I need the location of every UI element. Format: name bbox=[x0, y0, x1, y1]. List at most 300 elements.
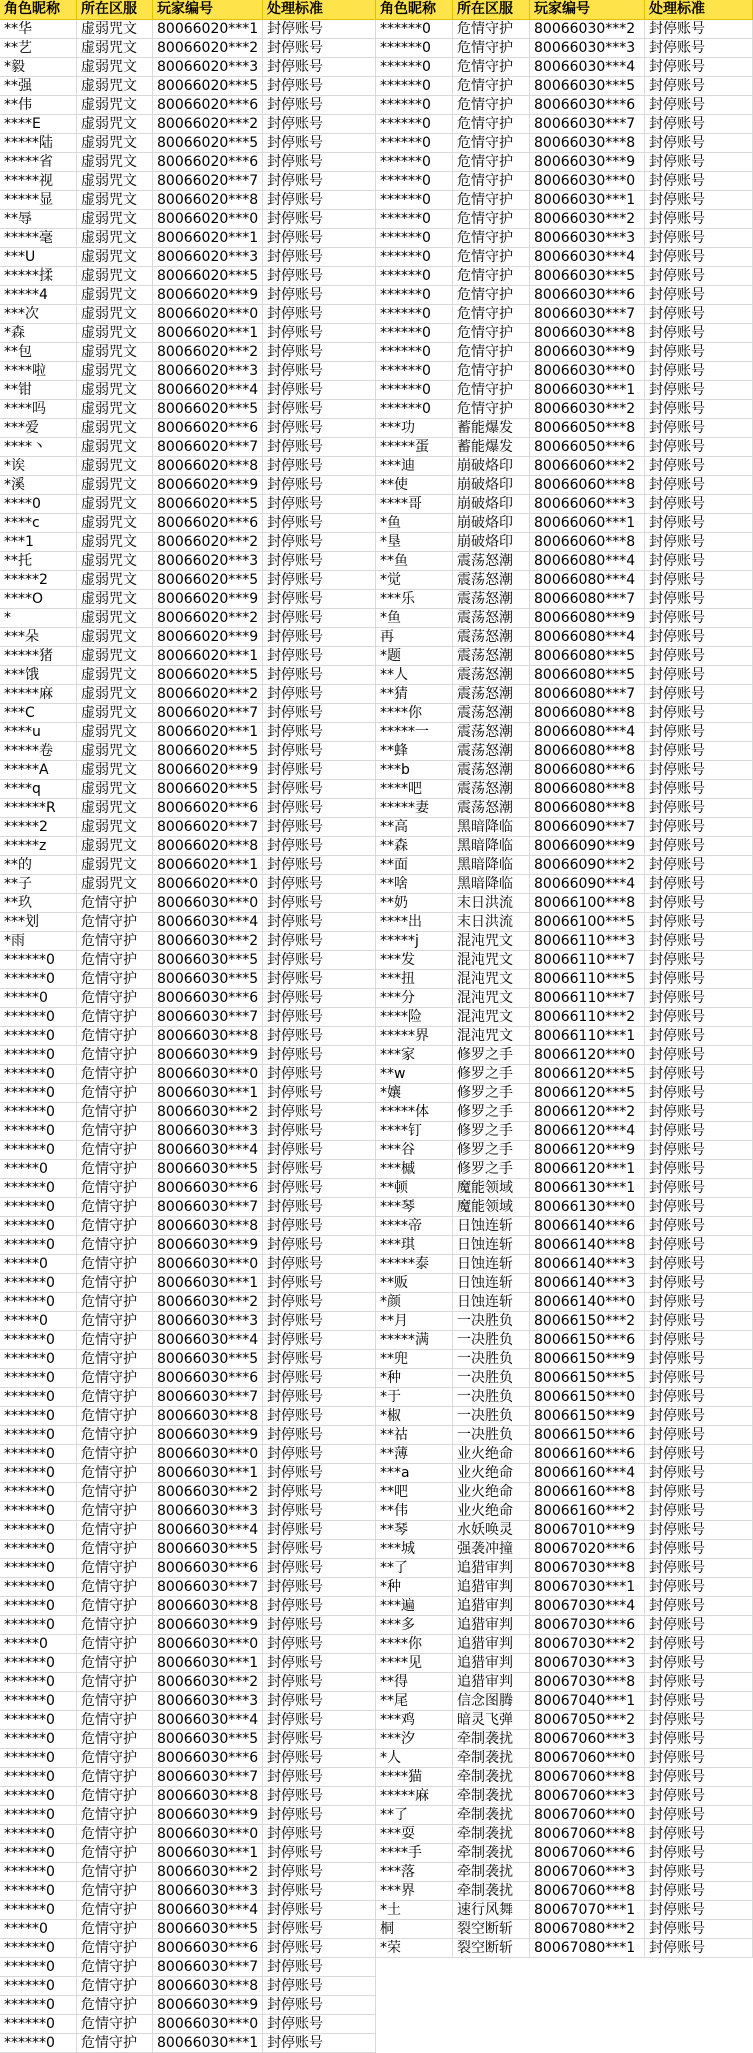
cell-handling: 封停账号 bbox=[263, 1863, 376, 1882]
cell-role-name: ***饿 bbox=[0, 666, 77, 685]
table-row bbox=[376, 609, 753, 628]
cell-handling: 封停账号 bbox=[645, 381, 753, 400]
cell-handling: 封停账号 bbox=[263, 1768, 376, 1787]
table-row bbox=[0, 343, 376, 362]
cell-handling: 封停账号 bbox=[263, 1426, 376, 1445]
table-row bbox=[0, 875, 376, 894]
cell-role-name: *****2 bbox=[0, 571, 77, 590]
cell-server: 危情守护 bbox=[77, 1825, 153, 1844]
cell-player-id: 80066030***9 bbox=[153, 1616, 263, 1635]
table-row bbox=[0, 476, 376, 495]
cell-server: 虚弱咒文 bbox=[77, 457, 153, 476]
cell-handling: 封停账号 bbox=[645, 1882, 753, 1901]
cell-role-name: *****蛋 bbox=[376, 438, 453, 457]
cell-player-id: 80066030***6 bbox=[530, 96, 645, 115]
cell-role-name: **包 bbox=[0, 343, 77, 362]
cell-role-name: ******0 bbox=[0, 1768, 77, 1787]
cell-role-name: *****揉 bbox=[0, 267, 77, 286]
cell-handling: 封停账号 bbox=[645, 1749, 753, 1768]
table-row bbox=[0, 1274, 376, 1293]
table-row bbox=[0, 362, 376, 381]
table-row bbox=[0, 419, 376, 438]
cell-player-id: 80066030***5 bbox=[153, 970, 263, 989]
cell-player-id: 80066020***1 bbox=[153, 20, 263, 39]
cell-role-name: *****A bbox=[0, 761, 77, 780]
cell-server: 虚弱咒文 bbox=[77, 115, 153, 134]
cell-handling: 封停账号 bbox=[645, 1084, 753, 1103]
cell-role-name: ******0 bbox=[0, 1426, 77, 1445]
table-row bbox=[376, 1274, 753, 1293]
cell-player-id: 80066150***5 bbox=[530, 1369, 645, 1388]
cell-server: 危情守护 bbox=[77, 1578, 153, 1597]
cell-role-name: *****j bbox=[376, 932, 453, 951]
cell-player-id: 80066030***1 bbox=[153, 1274, 263, 1293]
cell-player-id: 80067030***4 bbox=[530, 1597, 645, 1616]
cell-handling: 封停账号 bbox=[263, 1692, 376, 1711]
table-row bbox=[376, 1312, 753, 1331]
cell-handling: 封停账号 bbox=[263, 951, 376, 970]
cell-server: 追猎审判 bbox=[453, 1635, 530, 1654]
cell-server: 虚弱咒文 bbox=[77, 191, 153, 210]
cell-player-id: 80066030***4 bbox=[153, 1711, 263, 1730]
cell-role-name: *****一 bbox=[376, 723, 453, 742]
cell-role-name: ***城 bbox=[376, 1540, 453, 1559]
cell-handling: 封停账号 bbox=[645, 1046, 753, 1065]
cell-server: 虚弱咒文 bbox=[77, 381, 153, 400]
cell-role-name: **强 bbox=[0, 77, 77, 96]
cell-server: 危情守护 bbox=[77, 1958, 153, 1977]
cell-handling: 封停账号 bbox=[263, 1977, 376, 1996]
cell-handling: 封停账号 bbox=[263, 1464, 376, 1483]
cell-server: 修罗之手 bbox=[453, 1065, 530, 1084]
cell-role-name: ***乐 bbox=[376, 590, 453, 609]
cell-player-id: 80066030***6 bbox=[153, 989, 263, 1008]
cell-handling: 封停账号 bbox=[263, 77, 376, 96]
cell-server: 危情守护 bbox=[77, 1521, 153, 1540]
cell-server: 危情守护 bbox=[77, 1407, 153, 1426]
cell-handling: 封停账号 bbox=[263, 1806, 376, 1825]
cell-role-name: ***朵 bbox=[0, 628, 77, 647]
table-row bbox=[0, 1711, 376, 1730]
cell-role-name: ******0 bbox=[0, 1198, 77, 1217]
cell-player-id: 80066150***0 bbox=[530, 1388, 645, 1407]
cell-handling: 封停账号 bbox=[263, 647, 376, 666]
cell-player-id: 80066030***2 bbox=[153, 1103, 263, 1122]
cell-player-id: 80066140***3 bbox=[530, 1255, 645, 1274]
cell-player-id: 80066030***3 bbox=[153, 1882, 263, 1901]
cell-role-name: ****丶 bbox=[0, 438, 77, 457]
cell-role-name: ***功 bbox=[376, 419, 453, 438]
cell-player-id: 80066030***3 bbox=[153, 1502, 263, 1521]
table-row bbox=[376, 932, 753, 951]
cell-role-name: *****麻 bbox=[0, 685, 77, 704]
cell-role-name: *****毫 bbox=[0, 229, 77, 248]
cell-player-id: 80067010***9 bbox=[530, 1521, 645, 1540]
cell-player-id: 80066020***2 bbox=[153, 533, 263, 552]
cell-role-name: ******0 bbox=[376, 210, 453, 229]
cell-role-name: ******0 bbox=[0, 1996, 77, 2015]
cell-player-id: 80066020***5 bbox=[153, 666, 263, 685]
table-row bbox=[0, 1046, 376, 1065]
cell-handling: 封停账号 bbox=[263, 305, 376, 324]
cell-server: 追猎审判 bbox=[453, 1654, 530, 1673]
table-row bbox=[376, 1426, 753, 1445]
cell-player-id: 80066030***7 bbox=[153, 1578, 263, 1597]
cell-handling: 封停账号 bbox=[263, 1445, 376, 1464]
table-row bbox=[0, 514, 376, 533]
cell-server: 虚弱咒文 bbox=[77, 761, 153, 780]
cell-server: 危情守护 bbox=[453, 115, 530, 134]
cell-role-name: **了 bbox=[376, 1806, 453, 1825]
cell-role-name: ******0 bbox=[0, 1844, 77, 1863]
cell-handling: 封停账号 bbox=[263, 1483, 376, 1502]
cell-server: 魔能领域 bbox=[453, 1198, 530, 1217]
table-row bbox=[376, 856, 753, 875]
cell-player-id: 80066020***2 bbox=[153, 343, 263, 362]
cell-handling: 封停账号 bbox=[645, 1179, 753, 1198]
cell-handling: 封停账号 bbox=[645, 1008, 753, 1027]
cell-player-id: 80066020***2 bbox=[153, 115, 263, 134]
cell-server: 虚弱咒文 bbox=[77, 267, 153, 286]
cell-role-name: ******0 bbox=[0, 1977, 77, 1996]
cell-handling: 封停账号 bbox=[645, 1464, 753, 1483]
cell-server: 虚弱咒文 bbox=[77, 343, 153, 362]
cell-role-name: ***分 bbox=[376, 989, 453, 1008]
cell-server: 虚弱咒文 bbox=[77, 20, 153, 39]
cell-handling: 封停账号 bbox=[645, 343, 753, 362]
table-row bbox=[0, 96, 376, 115]
cell-server: 混沌咒文 bbox=[453, 1008, 530, 1027]
cell-player-id: 80066080***9 bbox=[530, 609, 645, 628]
cell-server: 日蚀连斩 bbox=[453, 1274, 530, 1293]
cell-handling: 封停账号 bbox=[645, 647, 753, 666]
cell-player-id: 80066030***6 bbox=[153, 1939, 263, 1958]
cell-role-name: ****手 bbox=[376, 1844, 453, 1863]
cell-server: 危情守护 bbox=[77, 1445, 153, 1464]
cell-server: 虚弱咒文 bbox=[77, 552, 153, 571]
cell-role-name: **玖 bbox=[0, 894, 77, 913]
cell-role-name: **面 bbox=[376, 856, 453, 875]
cell-handling: 封停账号 bbox=[263, 248, 376, 267]
table-row bbox=[0, 286, 376, 305]
cell-server: 混沌咒文 bbox=[453, 951, 530, 970]
cell-player-id: 80066020***5 bbox=[153, 495, 263, 514]
cell-player-id: 80067060***3 bbox=[530, 1863, 645, 1882]
cell-role-name: *****4 bbox=[0, 286, 77, 305]
cell-server: 虚弱咒文 bbox=[77, 400, 153, 419]
cell-handling: 封停账号 bbox=[263, 495, 376, 514]
cell-server: 崩破烙印 bbox=[453, 514, 530, 533]
cell-player-id: 80067060***6 bbox=[530, 1844, 645, 1863]
cell-role-name: ******0 bbox=[0, 1901, 77, 1920]
table-row bbox=[376, 438, 753, 457]
cell-handling: 封停账号 bbox=[263, 666, 376, 685]
table-row bbox=[0, 438, 376, 457]
cell-server: 日蚀连斩 bbox=[453, 1217, 530, 1236]
table-row bbox=[0, 856, 376, 875]
table-row bbox=[0, 495, 376, 514]
cell-handling: 封停账号 bbox=[263, 932, 376, 951]
cell-server: 危情守护 bbox=[453, 400, 530, 419]
cell-player-id: 80067060***0 bbox=[530, 1749, 645, 1768]
cell-handling: 封停账号 bbox=[263, 1939, 376, 1958]
cell-player-id: 80066120***4 bbox=[530, 1122, 645, 1141]
cell-role-name: *****界 bbox=[376, 1027, 453, 1046]
cell-role-name: ******0 bbox=[0, 1445, 77, 1464]
cell-role-name: ***迪 bbox=[376, 457, 453, 476]
table-row bbox=[376, 1160, 753, 1179]
cell-server: 危情守护 bbox=[77, 1084, 153, 1103]
cell-role-name: **伟 bbox=[0, 96, 77, 115]
cell-role-name: ****u bbox=[0, 723, 77, 742]
cell-handling: 封停账号 bbox=[263, 1540, 376, 1559]
cell-player-id: 80066030***1 bbox=[153, 1084, 263, 1103]
cell-player-id: 80066030***2 bbox=[153, 1483, 263, 1502]
cell-role-name: *****体 bbox=[376, 1103, 453, 1122]
cell-server: 崩破烙印 bbox=[453, 476, 530, 495]
cell-server: 牵制袭扰 bbox=[453, 1768, 530, 1787]
table-row bbox=[0, 134, 376, 153]
cell-server: 危情守护 bbox=[77, 1483, 153, 1502]
table-row bbox=[0, 1160, 376, 1179]
cell-role-name: ***琪 bbox=[376, 1236, 453, 1255]
cell-handling: 封停账号 bbox=[263, 1255, 376, 1274]
cell-handling: 封停账号 bbox=[645, 457, 753, 476]
cell-player-id: 80066120***5 bbox=[530, 1084, 645, 1103]
cell-handling: 封停账号 bbox=[263, 856, 376, 875]
cell-role-name: **吧 bbox=[376, 1483, 453, 1502]
cell-handling: 封停账号 bbox=[645, 894, 753, 913]
cell-role-name: ******0 bbox=[0, 1540, 77, 1559]
cell-server: 震荡怒潮 bbox=[453, 590, 530, 609]
cell-player-id: 80066030***7 bbox=[153, 1768, 263, 1787]
cell-handling: 封停账号 bbox=[263, 476, 376, 495]
cell-role-name: ******0 bbox=[0, 1464, 77, 1483]
cell-player-id: 80066080***8 bbox=[530, 704, 645, 723]
cell-player-id: 80066030***3 bbox=[530, 229, 645, 248]
cell-handling: 封停账号 bbox=[263, 1274, 376, 1293]
cell-role-name: ******0 bbox=[0, 1293, 77, 1312]
cell-handling: 封停账号 bbox=[645, 77, 753, 96]
cell-server: 危情守护 bbox=[77, 1939, 153, 1958]
table-row bbox=[0, 780, 376, 799]
cell-player-id: 80066060***2 bbox=[530, 457, 645, 476]
cell-handling: 封停账号 bbox=[263, 1217, 376, 1236]
cell-role-name: ******0 bbox=[0, 1179, 77, 1198]
cell-handling: 封停账号 bbox=[645, 1312, 753, 1331]
table-row bbox=[0, 1483, 376, 1502]
cell-server: 虚弱咒文 bbox=[77, 324, 153, 343]
cell-server: 虚弱咒文 bbox=[77, 875, 153, 894]
cell-server: 危情守护 bbox=[77, 932, 153, 951]
cell-player-id: 80067030***8 bbox=[530, 1559, 645, 1578]
table-row bbox=[376, 1616, 753, 1635]
header-handling: 处理标准 bbox=[263, 0, 376, 20]
cell-role-name: ******0 bbox=[0, 1217, 77, 1236]
cell-handling: 封停账号 bbox=[645, 799, 753, 818]
cell-player-id: 80066110***5 bbox=[530, 970, 645, 989]
cell-server: 危情守护 bbox=[77, 1806, 153, 1825]
table-row bbox=[376, 685, 753, 704]
cell-handling: 封停账号 bbox=[263, 628, 376, 647]
cell-role-name: ******0 bbox=[0, 1825, 77, 1844]
table-row bbox=[0, 381, 376, 400]
cell-server: 危情守护 bbox=[453, 305, 530, 324]
cell-server: 崩破烙印 bbox=[453, 457, 530, 476]
cell-handling: 封停账号 bbox=[645, 590, 753, 609]
cell-role-name: ******0 bbox=[376, 153, 453, 172]
table-row bbox=[0, 1768, 376, 1787]
cell-role-name: ******0 bbox=[0, 1331, 77, 1350]
cell-role-name: ******0 bbox=[0, 1236, 77, 1255]
table-row bbox=[0, 837, 376, 856]
cell-player-id: 80066020***0 bbox=[153, 875, 263, 894]
cell-role-name: *****0 bbox=[0, 989, 77, 1008]
cell-role-name: **的 bbox=[0, 856, 77, 875]
cell-role-name: ***多 bbox=[376, 1616, 453, 1635]
cell-player-id: 80066030***2 bbox=[530, 210, 645, 229]
cell-server: 危情守护 bbox=[453, 77, 530, 96]
cell-role-name: ***a bbox=[376, 1464, 453, 1483]
cell-server: 危情守护 bbox=[77, 1616, 153, 1635]
cell-role-name: **琴 bbox=[376, 1521, 453, 1540]
table-row bbox=[0, 1844, 376, 1863]
left-ban-table bbox=[0, 0, 376, 2053]
cell-server: 一决胜负 bbox=[453, 1407, 530, 1426]
cell-player-id: 80066080***8 bbox=[530, 780, 645, 799]
cell-role-name: **伟 bbox=[376, 1502, 453, 1521]
cell-handling: 封停账号 bbox=[263, 267, 376, 286]
cell-server: 牵制袭扰 bbox=[453, 1806, 530, 1825]
cell-role-name: *鱼 bbox=[376, 609, 453, 628]
cell-player-id: 80066020***6 bbox=[153, 419, 263, 438]
table-row bbox=[0, 115, 376, 134]
cell-handling: 封停账号 bbox=[263, 1711, 376, 1730]
cell-server: 修罗之手 bbox=[453, 1122, 530, 1141]
cell-player-id: 80066080***5 bbox=[530, 647, 645, 666]
table-row bbox=[0, 1331, 376, 1350]
cell-server: 危情守护 bbox=[77, 1065, 153, 1084]
cell-player-id: 80066120***1 bbox=[530, 1160, 645, 1179]
cell-player-id: 80066030***2 bbox=[153, 1673, 263, 1692]
cell-handling: 封停账号 bbox=[263, 1521, 376, 1540]
table-row bbox=[376, 780, 753, 799]
table-row bbox=[0, 1217, 376, 1236]
table-row bbox=[376, 1654, 753, 1673]
cell-server: 危情守护 bbox=[453, 58, 530, 77]
cell-handling: 封停账号 bbox=[263, 1198, 376, 1217]
cell-handling: 封停账号 bbox=[263, 799, 376, 818]
table-row bbox=[376, 723, 753, 742]
cell-player-id: 80066030***0 bbox=[153, 894, 263, 913]
cell-handling: 封停账号 bbox=[263, 1673, 376, 1692]
table-row bbox=[0, 191, 376, 210]
cell-server: 危情守护 bbox=[77, 1008, 153, 1027]
cell-player-id: 80066020***5 bbox=[153, 267, 263, 286]
cell-handling: 封停账号 bbox=[263, 723, 376, 742]
table-row bbox=[376, 1502, 753, 1521]
cell-role-name: *毅 bbox=[0, 58, 77, 77]
cell-role-name: **贩 bbox=[376, 1274, 453, 1293]
cell-player-id: 80066110***3 bbox=[530, 932, 645, 951]
cell-handling: 封停账号 bbox=[263, 1236, 376, 1255]
cell-handling: 封停账号 bbox=[645, 153, 753, 172]
left-table-body bbox=[0, 20, 376, 2053]
cell-server: 混沌咒文 bbox=[453, 989, 530, 1008]
cell-player-id: 80066020***8 bbox=[153, 837, 263, 856]
table-row bbox=[376, 1179, 753, 1198]
cell-handling: 封停账号 bbox=[263, 1730, 376, 1749]
cell-role-name: *****满 bbox=[376, 1331, 453, 1350]
cell-server: 虚弱咒文 bbox=[77, 58, 153, 77]
cell-server: 危情守护 bbox=[77, 1141, 153, 1160]
table-row bbox=[376, 1730, 753, 1749]
header-player-id: 玩家编号 bbox=[153, 0, 263, 20]
cell-player-id: 80066030***6 bbox=[153, 1559, 263, 1578]
cell-server: 追猎审判 bbox=[453, 1616, 530, 1635]
table-row bbox=[376, 1084, 753, 1103]
cell-role-name: ******0 bbox=[376, 115, 453, 134]
cell-handling: 封停账号 bbox=[645, 96, 753, 115]
cell-role-name: *森 bbox=[0, 324, 77, 343]
cell-player-id: 80066020***6 bbox=[153, 514, 263, 533]
table-row bbox=[376, 514, 753, 533]
table-row bbox=[0, 1559, 376, 1578]
cell-role-name: *题 bbox=[376, 647, 453, 666]
cell-server: 震荡怒潮 bbox=[453, 628, 530, 647]
cell-role-name: *****妻 bbox=[376, 799, 453, 818]
cell-role-name: *****0 bbox=[0, 1635, 77, 1654]
cell-server: 危情守护 bbox=[77, 1863, 153, 1882]
cell-player-id: 80066030***9 bbox=[153, 1426, 263, 1445]
cell-role-name: ***发 bbox=[376, 951, 453, 970]
cell-player-id: 80067060***8 bbox=[530, 1882, 645, 1901]
table-row bbox=[376, 419, 753, 438]
cell-player-id: 80066080***6 bbox=[530, 761, 645, 780]
cell-role-name: ***遍 bbox=[376, 1597, 453, 1616]
cell-handling: 封停账号 bbox=[645, 115, 753, 134]
cell-handling: 封停账号 bbox=[645, 1920, 753, 1939]
cell-player-id: 80066030***3 bbox=[530, 39, 645, 58]
cell-handling: 封停账号 bbox=[645, 1597, 753, 1616]
cell-player-id: 80067030***1 bbox=[530, 1578, 645, 1597]
table-row bbox=[376, 1673, 753, 1692]
cell-player-id: 80066160***8 bbox=[530, 1483, 645, 1502]
cell-server: 牵制袭扰 bbox=[453, 1863, 530, 1882]
table-row bbox=[0, 20, 376, 39]
table-row bbox=[376, 913, 753, 932]
cell-handling: 封停账号 bbox=[263, 1141, 376, 1160]
cell-role-name: ***C bbox=[0, 704, 77, 723]
cell-server: 震荡怒潮 bbox=[453, 742, 530, 761]
table-row bbox=[376, 1635, 753, 1654]
cell-player-id: 80067040***1 bbox=[530, 1692, 645, 1711]
cell-role-name: 桐 bbox=[376, 1920, 453, 1939]
cell-handling: 封停账号 bbox=[263, 970, 376, 989]
cell-role-name: ******0 bbox=[376, 248, 453, 267]
table-row bbox=[0, 913, 376, 932]
cell-server: 虚弱咒文 bbox=[77, 286, 153, 305]
table-row bbox=[376, 875, 753, 894]
table-row bbox=[0, 1521, 376, 1540]
table-row bbox=[376, 1350, 753, 1369]
cell-player-id: 80066030***1 bbox=[530, 381, 645, 400]
cell-server: 虚弱咒文 bbox=[77, 476, 153, 495]
table-row bbox=[376, 1293, 753, 1312]
cell-handling: 封停账号 bbox=[645, 39, 753, 58]
cell-server: 牵制袭扰 bbox=[453, 1730, 530, 1749]
cell-player-id: 80066160***2 bbox=[530, 1502, 645, 1521]
